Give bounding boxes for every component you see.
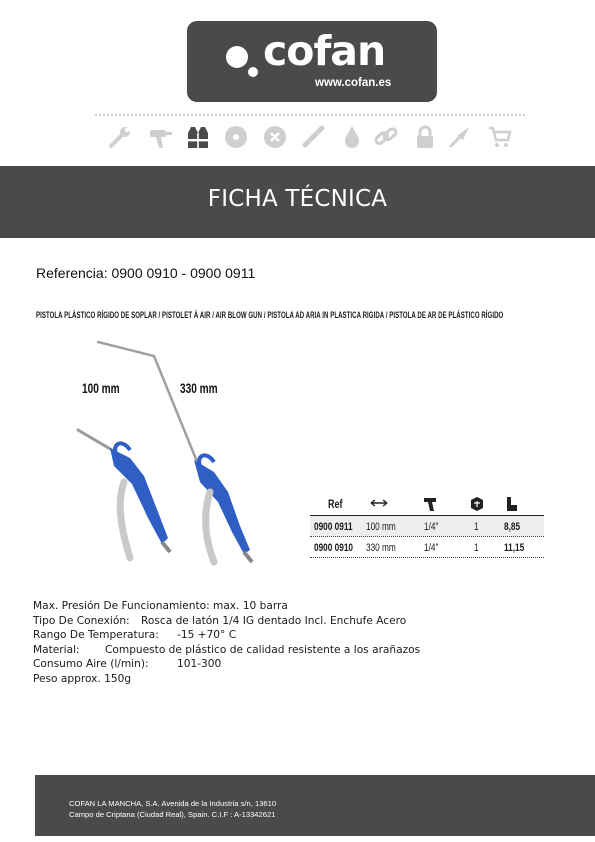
length-arrows-icon bbox=[370, 496, 388, 510]
row-connection: 1/4" bbox=[424, 521, 439, 533]
row-connection: 1/4" bbox=[424, 542, 439, 554]
spec-line bbox=[33, 614, 573, 629]
spec-label: Tipo De Conexión: bbox=[33, 614, 130, 627]
spec-line bbox=[33, 672, 573, 687]
logo-magnifier-icon bbox=[223, 43, 263, 83]
spec-line bbox=[33, 599, 573, 614]
spec-label: Max. Presión De Funcionamiento: bbox=[33, 600, 210, 612]
row-quantity: 1 bbox=[474, 542, 479, 554]
saw-blade-icon bbox=[223, 124, 249, 150]
spec-value: Compuesto de plástico de calidad resistente a los arañazos bbox=[105, 643, 421, 656]
price-tag-icon bbox=[506, 496, 518, 512]
wrench-icon bbox=[107, 124, 133, 150]
box-icon bbox=[470, 496, 484, 512]
drop-icon bbox=[339, 124, 365, 150]
spec-label: Rango De Temperatura: bbox=[33, 629, 159, 642]
tape-measure-icon bbox=[301, 124, 327, 150]
page-title: FICHA TÉCNICA bbox=[207, 186, 388, 212]
table-header bbox=[310, 492, 544, 516]
table-row bbox=[310, 516, 544, 537]
drill-icon bbox=[147, 124, 173, 150]
footer-address-line-2: Campo de Criptana (Ciudad Real), Spain. C.I.F : A-13342621 bbox=[69, 810, 276, 819]
spec-value: 101-300 bbox=[177, 658, 222, 671]
row-length: 100 mm bbox=[366, 521, 396, 533]
air-gun-icon bbox=[423, 496, 439, 512]
footer-address-line-1: COFAN LA MANCHA, S.A. Avenida de la Industria s/n, 13610 bbox=[69, 799, 277, 808]
specifications bbox=[33, 599, 573, 687]
product-names: PISTOLA PLÁSTICO RÍGIDO DE SOPLAR / PISTOLET À AIR / AIR BLOW GUN / PISTOLA AD ARIA IN PLASTICA RIGIDA / PISTOLA DE AR DE PLÁSTICO RÍGIDO bbox=[36, 310, 504, 320]
col-ref: Ref bbox=[328, 497, 343, 511]
dotted-divider bbox=[95, 114, 525, 116]
spec-label: Material: bbox=[33, 643, 80, 656]
row-ref: 0900 0910 bbox=[314, 542, 353, 554]
product-illustration bbox=[60, 332, 260, 572]
padlock-icon bbox=[412, 124, 438, 150]
spec-value: -15 +70° C bbox=[177, 629, 237, 642]
length-label-long: 330 mm bbox=[180, 380, 218, 396]
cut-disc-icon bbox=[262, 124, 288, 150]
spec-value: Rosca de latón 1/4 IG dentado Incl. Enchufe Acero bbox=[141, 614, 407, 627]
footer bbox=[35, 775, 595, 836]
air-gun-drawing bbox=[60, 332, 260, 572]
reference-line: Referencia: 0900 0910 - 0900 0911 bbox=[36, 265, 256, 281]
spec-line bbox=[33, 643, 573, 658]
brand-url: www.cofan.es bbox=[315, 77, 392, 89]
length-label-short: 100 mm bbox=[82, 380, 120, 396]
title-banner bbox=[0, 166, 595, 238]
category-icon-strip bbox=[95, 112, 525, 154]
spec-label: Peso approx. 150g bbox=[33, 672, 132, 685]
brand-logo bbox=[187, 21, 437, 102]
brand-name: cofan bbox=[263, 27, 386, 75]
spec-label: Consumo Aire (l/min): bbox=[33, 658, 149, 671]
spec-line bbox=[33, 628, 573, 643]
spec-table bbox=[310, 492, 544, 558]
row-price: 11,15 bbox=[504, 542, 525, 554]
spec-value: max. 10 barra bbox=[213, 600, 288, 612]
chain-icon bbox=[373, 124, 399, 150]
safety-vest-icon bbox=[185, 124, 211, 150]
table-row bbox=[310, 537, 544, 558]
row-ref: 0900 0911 bbox=[314, 521, 353, 533]
row-price: 8,85 bbox=[504, 521, 521, 533]
row-length: 330 mm bbox=[366, 542, 396, 554]
trowel-icon bbox=[447, 124, 473, 150]
cart-icon bbox=[487, 124, 513, 150]
spec-line bbox=[33, 657, 573, 672]
row-quantity: 1 bbox=[474, 521, 479, 533]
